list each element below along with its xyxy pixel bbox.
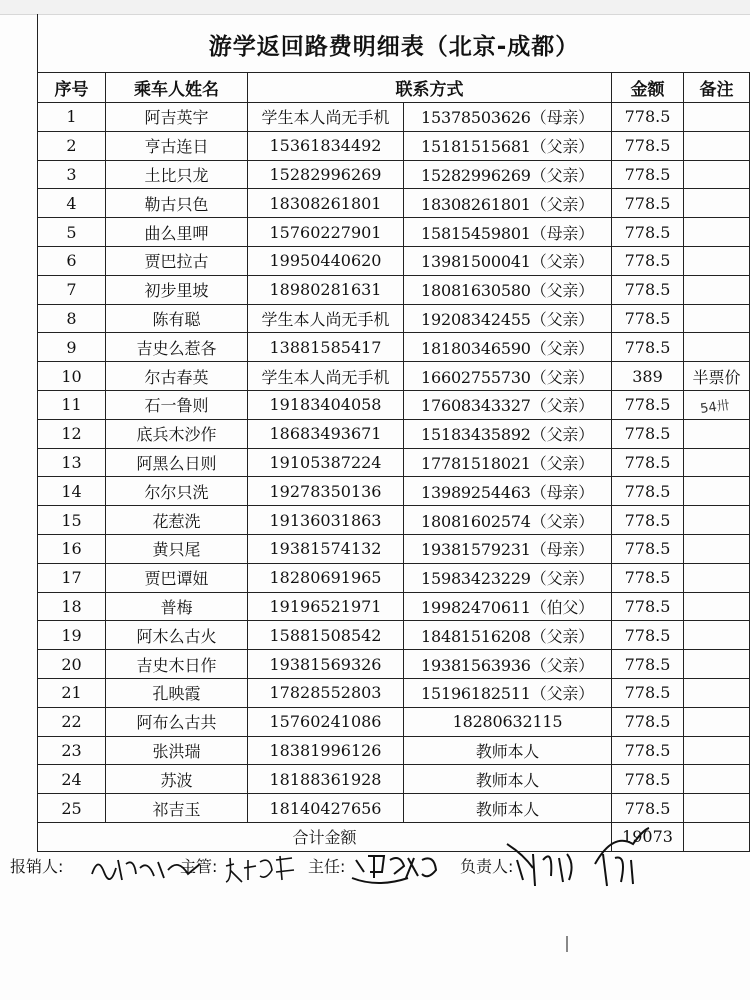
amount: 778.5 xyxy=(612,189,684,218)
contact-primary: 13881585417 xyxy=(248,333,404,362)
note xyxy=(684,794,750,823)
table-row xyxy=(38,103,750,132)
amount: 778.5 xyxy=(612,707,684,736)
supervisor-signature xyxy=(222,850,302,886)
row-number: 5 xyxy=(38,218,106,247)
row-number: 17 xyxy=(38,563,106,592)
passenger-name: 祁吉玉 xyxy=(106,794,248,823)
row-number: 25 xyxy=(38,794,106,823)
scan-top-edge xyxy=(0,0,750,15)
amount: 778.5 xyxy=(612,765,684,794)
row-number: 4 xyxy=(38,189,106,218)
passenger-name: 花惹洗 xyxy=(106,506,248,535)
passenger-name: 黄只尾 xyxy=(106,534,248,563)
contact-primary: 19381574132 xyxy=(248,534,404,563)
signature-row xyxy=(8,848,748,893)
passenger-name: 张洪瑞 xyxy=(106,736,248,765)
table-row xyxy=(38,275,750,304)
contact-primary: 18280691965 xyxy=(248,563,404,592)
contact-secondary: 18280632115 xyxy=(404,707,612,736)
table-row xyxy=(38,362,750,391)
amount: 778.5 xyxy=(612,621,684,650)
contact-secondary: 18081630580（父亲） xyxy=(404,275,612,304)
passenger-name: 尔尔只洗 xyxy=(106,477,248,506)
passenger-name: 土比只龙 xyxy=(106,160,248,189)
table-row xyxy=(38,131,750,160)
row-number: 22 xyxy=(38,707,106,736)
passenger-name: 阿木么古火 xyxy=(106,621,248,650)
contact-secondary: 18180346590（父亲） xyxy=(404,333,612,362)
table-header-row xyxy=(38,73,750,103)
amount: 778.5 xyxy=(612,304,684,333)
contact-primary: 18308261801 xyxy=(248,189,404,218)
reimburser-label: 报销人: xyxy=(10,857,64,876)
expense-table xyxy=(37,72,750,852)
table-row xyxy=(38,189,750,218)
contact-primary: 18188361928 xyxy=(248,765,404,794)
total-amount: 19073 xyxy=(612,822,684,851)
amount: 778.5 xyxy=(612,736,684,765)
amount: 778.5 xyxy=(612,419,684,448)
table-row xyxy=(38,592,750,621)
table-row xyxy=(38,621,750,650)
row-number: 19 xyxy=(38,621,106,650)
note xyxy=(684,246,750,275)
note xyxy=(684,563,750,592)
note xyxy=(684,103,750,132)
passenger-name: 勒古只色 xyxy=(106,189,248,218)
contact-secondary: 18481516208（父亲） xyxy=(404,621,612,650)
contact-secondary: 15983423229（父亲） xyxy=(404,563,612,592)
passenger-name: 亨古连日 xyxy=(106,131,248,160)
contact-primary: 19105387224 xyxy=(248,448,404,477)
table-row xyxy=(38,794,750,823)
row-number: 1 xyxy=(38,103,106,132)
amount: 778.5 xyxy=(612,275,684,304)
contact-secondary: 16602755730（父亲） xyxy=(404,362,612,391)
contact-primary: 15282996269 xyxy=(248,160,404,189)
note xyxy=(684,304,750,333)
row-number: 7 xyxy=(38,275,106,304)
table-row xyxy=(38,448,750,477)
contact-secondary: 13981500041（父亲） xyxy=(404,246,612,275)
header-no: 序号 xyxy=(38,73,106,103)
row-number: 3 xyxy=(38,160,106,189)
amount: 778.5 xyxy=(612,794,684,823)
contact-primary: 19278350136 xyxy=(248,477,404,506)
contact-secondary: 19381579231（母亲） xyxy=(404,534,612,563)
amount: 778.5 xyxy=(612,246,684,275)
passenger-name: 陈有聪 xyxy=(106,304,248,333)
contact-primary: 15361834492 xyxy=(248,131,404,160)
amount: 778.5 xyxy=(612,160,684,189)
header-amount: 金额 xyxy=(612,73,684,103)
row-number: 15 xyxy=(38,506,106,535)
row-number: 8 xyxy=(38,304,106,333)
amount: 389 xyxy=(612,362,684,391)
contact-primary: 15760241086 xyxy=(248,707,404,736)
contact-primary: 18683493671 xyxy=(248,419,404,448)
row-number: 21 xyxy=(38,678,106,707)
table-body xyxy=(38,103,750,823)
table-row xyxy=(38,419,750,448)
responsible-label: 负责人: xyxy=(460,857,514,876)
note xyxy=(684,621,750,650)
amount: 778.5 xyxy=(612,448,684,477)
row-number: 23 xyxy=(38,736,106,765)
contact-secondary: 15196182511（父亲） xyxy=(404,678,612,707)
contact-primary: 学生本人尚无手机 xyxy=(248,362,404,391)
passenger-name: 初步里坡 xyxy=(106,275,248,304)
contact-primary: 18980281631 xyxy=(248,275,404,304)
note xyxy=(684,131,750,160)
amount: 778.5 xyxy=(612,390,684,419)
contact-primary: 19136031863 xyxy=(248,506,404,535)
amount: 778.5 xyxy=(612,650,684,679)
note xyxy=(684,678,750,707)
contact-secondary: 17781518021（父亲） xyxy=(404,448,612,477)
passenger-name: 阿黑么日则 xyxy=(106,448,248,477)
contact-secondary: 教师本人 xyxy=(404,736,612,765)
row-number: 24 xyxy=(38,765,106,794)
table-row xyxy=(38,534,750,563)
contact-secondary: 18308261801（父亲） xyxy=(404,189,612,218)
table-row xyxy=(38,333,750,362)
handwritten-note: 54卅 xyxy=(699,397,731,417)
responsible-signature xyxy=(503,824,653,892)
table-row xyxy=(38,506,750,535)
note xyxy=(684,448,750,477)
amount: 778.5 xyxy=(612,534,684,563)
contact-primary: 学生本人尚无手机 xyxy=(248,103,404,132)
amount: 778.5 xyxy=(612,563,684,592)
note xyxy=(684,592,750,621)
contact-secondary: 15282996269（父亲） xyxy=(404,160,612,189)
contact-secondary: 教师本人 xyxy=(404,765,612,794)
table-row xyxy=(38,218,750,247)
table-row xyxy=(38,246,750,275)
row-number: 12 xyxy=(38,419,106,448)
passenger-name: 曲么里呷 xyxy=(106,218,248,247)
contact-secondary: 教师本人 xyxy=(404,794,612,823)
amount: 778.5 xyxy=(612,506,684,535)
table-row xyxy=(38,390,750,419)
note xyxy=(684,506,750,535)
contact-primary: 15760227901 xyxy=(248,218,404,247)
row-number: 13 xyxy=(38,448,106,477)
director-signature xyxy=(348,848,448,888)
row-number: 2 xyxy=(38,131,106,160)
amount: 778.5 xyxy=(612,103,684,132)
table-row xyxy=(38,650,750,679)
contact-secondary: 15183435892（父亲） xyxy=(404,419,612,448)
contact-secondary: 15181515681（父亲） xyxy=(404,131,612,160)
passenger-name: 石一鲁则 xyxy=(106,390,248,419)
row-number: 16 xyxy=(38,534,106,563)
note xyxy=(684,189,750,218)
amount: 778.5 xyxy=(612,678,684,707)
row-number: 18 xyxy=(38,592,106,621)
director-label: 主任: xyxy=(308,857,346,876)
supervisor-label: 主管: xyxy=(180,857,218,876)
total-label: 合计金额 xyxy=(38,822,612,851)
passenger-name: 普梅 xyxy=(106,592,248,621)
row-number: 14 xyxy=(38,477,106,506)
contact-primary: 15881508542 xyxy=(248,621,404,650)
contact-secondary: 18081602574（父亲） xyxy=(404,506,612,535)
passenger-name: 阿布么古共 xyxy=(106,707,248,736)
note: 半票价 xyxy=(684,362,750,391)
passenger-name: 尔古春英 xyxy=(106,362,248,391)
note xyxy=(684,650,750,679)
table-row xyxy=(38,563,750,592)
contact-primary: 18381996126 xyxy=(248,736,404,765)
note xyxy=(684,736,750,765)
table-row xyxy=(38,765,750,794)
row-number: 20 xyxy=(38,650,106,679)
amount: 778.5 xyxy=(612,592,684,621)
table-row xyxy=(38,736,750,765)
row-number: 10 xyxy=(38,362,106,391)
table-row xyxy=(38,304,750,333)
passenger-name: 孔映霞 xyxy=(106,678,248,707)
note xyxy=(684,419,750,448)
contact-secondary: 19208342455（父亲） xyxy=(404,304,612,333)
amount: 778.5 xyxy=(612,218,684,247)
contact-secondary: 15815459801（母亲） xyxy=(404,218,612,247)
passenger-name: 阿吉英宇 xyxy=(106,103,248,132)
table-row xyxy=(38,477,750,506)
note xyxy=(684,218,750,247)
note xyxy=(684,765,750,794)
note xyxy=(684,477,750,506)
row-number: 11 xyxy=(38,390,106,419)
table-row xyxy=(38,707,750,736)
contact-primary: 19183404058 xyxy=(248,390,404,419)
header-contact: 联系方式 xyxy=(248,73,612,103)
note xyxy=(684,275,750,304)
row-number: 6 xyxy=(38,246,106,275)
header-note: 备注 xyxy=(684,73,750,103)
passenger-name: 吉史么惹各 xyxy=(106,333,248,362)
passenger-name: 贾巴谭妞 xyxy=(106,563,248,592)
amount: 778.5 xyxy=(612,477,684,506)
passenger-name: 苏波 xyxy=(106,765,248,794)
note xyxy=(684,160,750,189)
amount: 778.5 xyxy=(612,131,684,160)
contact-secondary: 17608343327（父亲） xyxy=(404,390,612,419)
contact-primary: 学生本人尚无手机 xyxy=(248,304,404,333)
scan-mark xyxy=(566,936,568,952)
table-row xyxy=(38,160,750,189)
passenger-name: 吉史木日作 xyxy=(106,650,248,679)
contact-primary: 18140427656 xyxy=(248,794,404,823)
amount: 778.5 xyxy=(612,333,684,362)
contact-primary: 19950440620 xyxy=(248,246,404,275)
contact-secondary: 13989254463（母亲） xyxy=(404,477,612,506)
contact-secondary: 19982470611（伯父） xyxy=(404,592,612,621)
passenger-name: 贾巴拉古 xyxy=(106,246,248,275)
page-title: 游学返回路费明细表（北京-成都） xyxy=(208,34,580,60)
header-name: 乘车人姓名 xyxy=(106,73,248,103)
row-number: 9 xyxy=(38,333,106,362)
table-row xyxy=(38,678,750,707)
note xyxy=(684,534,750,563)
note xyxy=(684,707,750,736)
passenger-name: 底兵木沙作 xyxy=(106,419,248,448)
total-note-cell xyxy=(684,822,750,851)
contact-secondary: 15378503626（母亲） xyxy=(404,103,612,132)
contact-primary: 19381569326 xyxy=(248,650,404,679)
contact-secondary: 19381563936（父亲） xyxy=(404,650,612,679)
contact-primary: 19196521971 xyxy=(248,592,404,621)
contact-primary: 17828552803 xyxy=(248,678,404,707)
note xyxy=(684,333,750,362)
